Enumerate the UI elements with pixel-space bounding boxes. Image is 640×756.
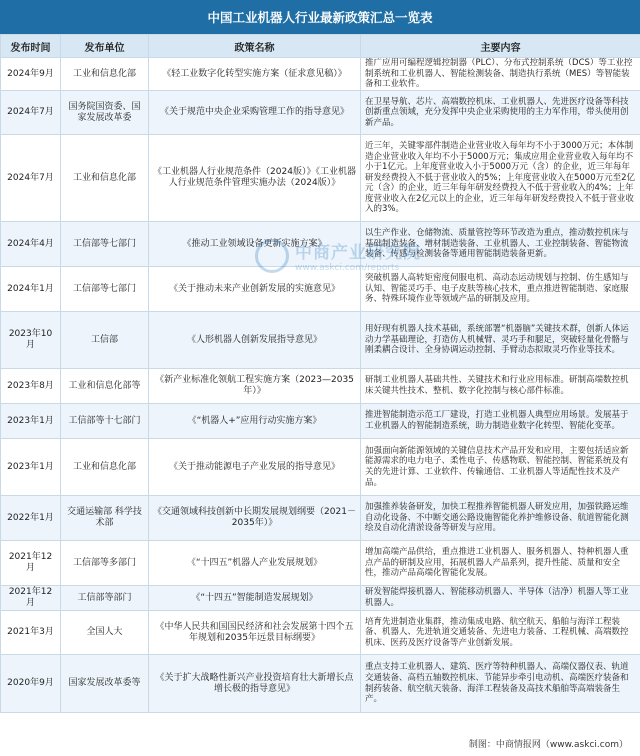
cell-policy: 《关于扩大战略性新兴产业投资培育壮大新增长点增长极的指导意见》 (149, 655, 361, 713)
watermark-name: 中商产业研究院 (295, 243, 421, 263)
cell-date: 2024年4月 (1, 222, 61, 267)
cell-unit: 工信部 (61, 312, 149, 369)
cell-date: 2021年12月 (1, 586, 61, 611)
cell-policy: 《推动工业领域设备更新实施方案》 (149, 222, 361, 267)
cell-content: 以生产作业、仓储物流、质量管控等环节改造为重点，推动数控机床与基础制造装备、增材制造装备、工业机器人、工业控制装备、智能物流装备、传感与检测装备等通用智能制造装备更新。 (361, 222, 640, 267)
header-date: 发布时间 (1, 35, 61, 58)
cell-unit: 国家发展改革委等 (61, 655, 149, 713)
cell-content: 加强面向新能源领域的关键信息技术产品开发和应用，主要包括适应新能源需求的电力电子、柔性电子、传感物联、智能控制、智能系统及有关的先进计算、工业软件、传输通信、工业机器人等适配性技术及产品。 (361, 439, 640, 496)
cell-content: 近三年，关键零部件制造企业营业收入每年均不小于3000万元；本体制造企业营业收入年均不小于5000万元；集成应用企业营业收入每年均不小于1亿元。上年度营业收入小于5000万元（含）的企业，近三年每年研发经费投入不低于营业收入的5%；上年度营业收入在5000万元至2亿元（含）的企业，近三年每年研发经费投入不低于营业收入的4%；上年度营业收入在2亿元以上的企业，近三年每年研发经费投入不低于营业收入的3%。 (361, 135, 640, 222)
cell-content: 加强推养装备研发，加快工程推养智能机器人研发应用，加强铁路运维自动化设备、不中断交通公路设施智能化养护维修设备、航道智能化测绘及自动化清淤设备等研发与应用。 (361, 496, 640, 541)
cell-policy: 《关于规范中央企业采购管理工作的指导意见》 (149, 91, 361, 135)
table-row (1, 586, 640, 611)
cell-date: 2024年9月 (1, 58, 61, 91)
policy-table (0, 34, 640, 713)
cell-unit: 全国人大 (61, 611, 149, 655)
cell-date: 2021年3月 (1, 611, 61, 655)
cell-content: 研制工业机器人基础共性、关键技术和行业应用标准。研制高端数控机床关键共性技术、整机、数字化控制与核心部件标准。 (361, 369, 640, 404)
cell-content: 推广应用可编程逻辑控制器（PLC）、分布式控制系统（DCS）等工业控制系统和工业机器人、智能检测装备、制造执行系统（MES）等智能装备和工业软件。 (361, 58, 640, 91)
source-note: 制图：中商情报网（www.askci.com） (468, 740, 628, 750)
cell-content: 推进智能制造示范工厂建设，打造工业机器人典型应用场景。发展基于工业机器人的智能制造系统，助力制造业数字化转型、智能化变革。 (361, 404, 640, 439)
cell-policy: 《中华人民共和国国民经济和社会发展第十四个五年规划和2035年远景目标纲要》 (149, 611, 361, 655)
cell-policy: 《关于推动能源电子产业发展的指导意见》 (149, 439, 361, 496)
cell-policy: 《工业机器人行业规范条件（2024版）》《工业机器人行业规范条件管理实施办法（2024版）》 (149, 135, 361, 222)
cell-unit: 工业和信息化部 (61, 439, 149, 496)
cell-content: 重点支持工业机器人、建筑、医疗等特种机器人、高端仪器仪表、轨道交通装备、高档五轴数控机床、节能异步牵引电动机、高端医疗装备和制药装备、航空航天装备、海洋工程装备及高技术船舶等高端装备生产。 (361, 655, 640, 713)
table-row (1, 222, 640, 267)
cell-unit: 工信部等多部门 (61, 541, 149, 586)
cell-content: 研发智能焊接机器人、智能移动机器人、半导体（洁净）机器人等工业机器人。 (361, 586, 640, 611)
table-row (1, 135, 640, 222)
header-policy: 政策名称 (149, 35, 361, 58)
table-row (1, 439, 640, 496)
cell-policy: 《人形机器人创新发展指导意见》 (149, 312, 361, 369)
table-row (1, 404, 640, 439)
cell-content: 培育先进制造业集群，推动集成电路、航空航天、船舶与海洋工程装备、机器人、先进轨道交通装备、先进电力装备、工程机械、高端数控机床、医药及医疗设备等产业创新发展。 (361, 611, 640, 655)
cell-unit: 国务院国资委、国家发展改革委 (61, 91, 149, 135)
cell-date: 2021年12月 (1, 541, 61, 586)
cell-date: 2022年1月 (1, 496, 61, 541)
table-row (1, 611, 640, 655)
table-row (1, 369, 640, 404)
cell-policy: 《关于推动未来产业创新发展的实施意见》 (149, 267, 361, 312)
cell-date: 2023年10月 (1, 312, 61, 369)
cell-date: 2020年9月 (1, 655, 61, 713)
watermark-url: www.askci.com/reports (295, 263, 400, 273)
page-title: 中国工业机器人行业最新政策汇总一览表 (0, 0, 640, 34)
cell-unit: 工信部等部门 (61, 586, 149, 611)
cell-policy: 《新产业标准化领航工程实施方案（2023—2035年）》 (149, 369, 361, 404)
table-row (1, 267, 640, 312)
cell-policy: 《“十四五”智能制造发展规划》 (149, 586, 361, 611)
cell-date: 2023年1月 (1, 404, 61, 439)
table-row (1, 58, 640, 91)
table-header-row (1, 35, 640, 58)
cell-unit: 工业和信息化部 (61, 135, 149, 222)
cell-content: 突破机器人高转矩密度伺服电机、高动态运动规划与控制、仿生感知与认知、智能灵巧手、电子皮肤等核心技术，重点推进智能制造、家庭服务、特殊环境作业等领域产品的研制及应用。 (361, 267, 640, 312)
cell-content: 增加高端产品供给，重点推进工业机器人、服务机器人、特种机器人重点产品的研制及应用，拓展机器人产品系列，提升性能、质量和安全性，推动产品高端化智能化发展。 (361, 541, 640, 586)
cell-content: 用好现有机器人技术基础，系统部署“机器脑”关键技术群，创新人体运动力学基础理论，打造仿人机械臂、灵巧手和腿足，突破轻量化骨骼与刚柔耦合设计、全身协调运动控制、手臂动态拟取灵巧作业等技术。 (361, 312, 640, 369)
cell-policy: 《“十四五”机器人产业发展规划》 (149, 541, 361, 586)
header-unit: 发布单位 (61, 35, 149, 58)
header-content: 主要内容 (361, 35, 640, 58)
cell-unit: 工业和信息化部 (61, 58, 149, 91)
cell-date: 2024年7月 (1, 91, 61, 135)
cell-date: 2023年1月 (1, 439, 61, 496)
cell-content: 在卫星导航、芯片、高端数控机床、工业机器人、先进医疗设备等科技创新重点领域，充分发挥中央企业采购使用的主力军作用，带头使用创新产品。 (361, 91, 640, 135)
cell-unit: 工信部等七部门 (61, 267, 149, 312)
cell-unit: 交通运输部 科学技术部 (61, 496, 149, 541)
cell-policy: 《“机器人+”应用行动实施方案》 (149, 404, 361, 439)
cell-date: 2024年7月 (1, 135, 61, 222)
table-row (1, 496, 640, 541)
table-row (1, 91, 640, 135)
cell-unit: 工业和信息化部等 (61, 369, 149, 404)
cell-policy: 《交通领域科技创新中长期发展规划纲要（2021－2035年）》 (149, 496, 361, 541)
cell-date: 2023年8月 (1, 369, 61, 404)
cell-policy: 《轻工业数字化转型实施方案（征求意见稿）》 (149, 58, 361, 91)
table-row (1, 541, 640, 586)
cell-unit: 工信部等七部门 (61, 222, 149, 267)
cell-unit: 工信部等十七部门 (61, 404, 149, 439)
cell-date: 2024年1月 (1, 267, 61, 312)
table-row (1, 655, 640, 713)
table-row (1, 312, 640, 369)
